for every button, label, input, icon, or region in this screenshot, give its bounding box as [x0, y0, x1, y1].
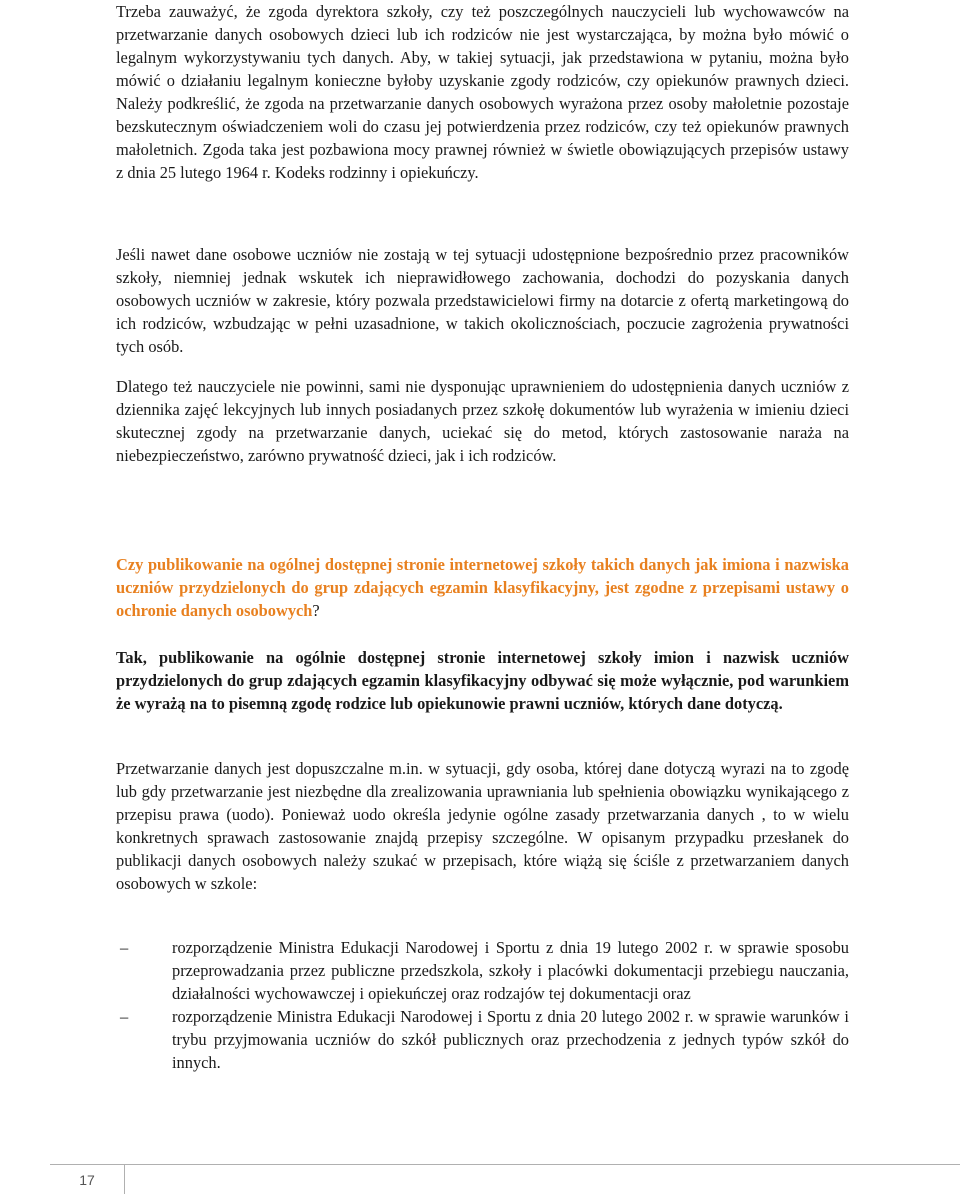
page-number — [50, 1164, 125, 1194]
list-item — [116, 1005, 849, 1074]
paragraph-teachers: Dlatego też nauczyciele nie powinni, sami nie dysponując uprawnieniem do udostępnienia danych uczniów z dziennika zajęć lekcyjnych lub innych posiadanych przez szkołę dokumentów lub wyrażenia w imieniu dzieci skutecznej zgody na przetwarzanie danych, uciekać się do metod, których zastosowanie naraża na niebezpieczeństwo, zarówno prywatność dzieci, jak i ich rodziców. — [116, 377, 849, 465]
question-text: Czy publikowanie na ogólnej dostępnej stronie internetowej szkoły takich danych jak imiona i nazwiska uczniów przydzielonych do grup zdających egzamin klasyfikacyjny, jest zgodne z przepisami ustawy o ochronie danych osobowych — [116, 555, 849, 620]
regulations-list — [116, 936, 849, 1074]
paragraph-consent: Trzeba zauważyć, że zgoda dyrektora szkoły, czy też poszczególnych nauczycieli lub wychowawców na przetwarzanie danych osobowych dzieci lub ich rodziców nie jest wystarczająca, by można było mówić o legalnym wykorzystywaniu tych danych. Aby, w takiej sytuacji, jak przedstawiona w pytaniu, można było mówić o działaniu legalnym konieczne byłoby uzyskanie zgody rodziców, czy opiekunów prawnych dzieci. Należy podkreślić, że zgoda na przetwarzanie danych osobowych wyrażona przez osoby małoletnie pozostaje bezskutecznym oświadczeniem woli do czasu jej potwierdzenia przez rodziców, czy też opiekunów prawnych małoletnich. Zgoda taka jest pozbawiona mocy prawnej również w świetle obowiązujących przepisów ustawy z dnia 25 lutego 1964 r. Kodeks rodzinny i opiekuńczy. — [116, 2, 849, 182]
footer-rule — [124, 1164, 960, 1165]
paragraph-processing: Przetwarzanie danych jest dopuszczalne m.in. w sytuacji, gdy osoba, której dane dotyczą wyrazi na to zgodę lub gdy przetwarzanie jest niezbędne dla zrealizowania uprawniania lub spełnienia obowiązku wynikającego z przepisu prawa (uodo). Ponieważ uodo określa jedynie ogólne zasady przetwarzania danych , to w wielu konkretnych sprawach zastosowanie znajdą przepisy szczególne. W opisanym przypadku przesłanek do publikacji danych osobowych należy szukać w przepisach, które wiążą się ściśle z przetwarzaniem danych osobowych w szkole: — [116, 759, 849, 893]
list-item-text: rozporządzenie Ministra Edukacji Narodowej i Sportu z dnia 20 lutego 2002 r. w sprawie warunków i trybu przyjmowania uczniów do szkół publicznych oraz przechodzenia z jednych typów szkół do innych. — [172, 1007, 849, 1072]
list-item-text: rozporządzenie Ministra Edukacji Narodowej i Sportu z dnia 19 lutego 2002 r. w sprawie sposobu przeprowadzania przez publiczne przedszkola, szkoły i placówki dokumentacji przebiegu nauczania, działalności wychowawczej i opiekuńczej oraz rodzajów tej dokumentacji oraz — [172, 938, 849, 1003]
dash-bullet: – — [120, 938, 129, 957]
page-number-text: 17 — [79, 1171, 95, 1188]
dash-bullet: – — [120, 1007, 129, 1026]
list-item — [116, 936, 849, 1005]
question-heading — [116, 553, 849, 622]
question-mark: ? — [312, 601, 320, 620]
paragraph-data-disclosure: Jeśli nawet dane osobowe uczniów nie zostają w tej sytuacji udostępnione bezpośrednio przez pracowników szkoły, niemniej jednak wskutek ich nieprawidłowego zachowania, dochodzi do pozyskania danych osobowych uczniów w zakresie, który pozwala przedstawicielowi firmy na dotarcie z ofertą marketingową do ich rodziców, wzbudzając w pełni uzasadnione, w takich okolicznościach, poczucie zagrożenia prywatności tych osób. — [116, 245, 849, 356]
answer-bold: Tak, publikowanie na ogólnie dostępnej stronie internetowej szkoły imion i nazwisk uczniów przydzielonych do grup zdających egzamin klasyfikacyjny odbywać się może wyłącznie, pod warunkiem że wyrażą na to pisemną zgodę rodzice lub opiekunowie prawni uczniów, których dane dotyczą. — [116, 648, 849, 713]
